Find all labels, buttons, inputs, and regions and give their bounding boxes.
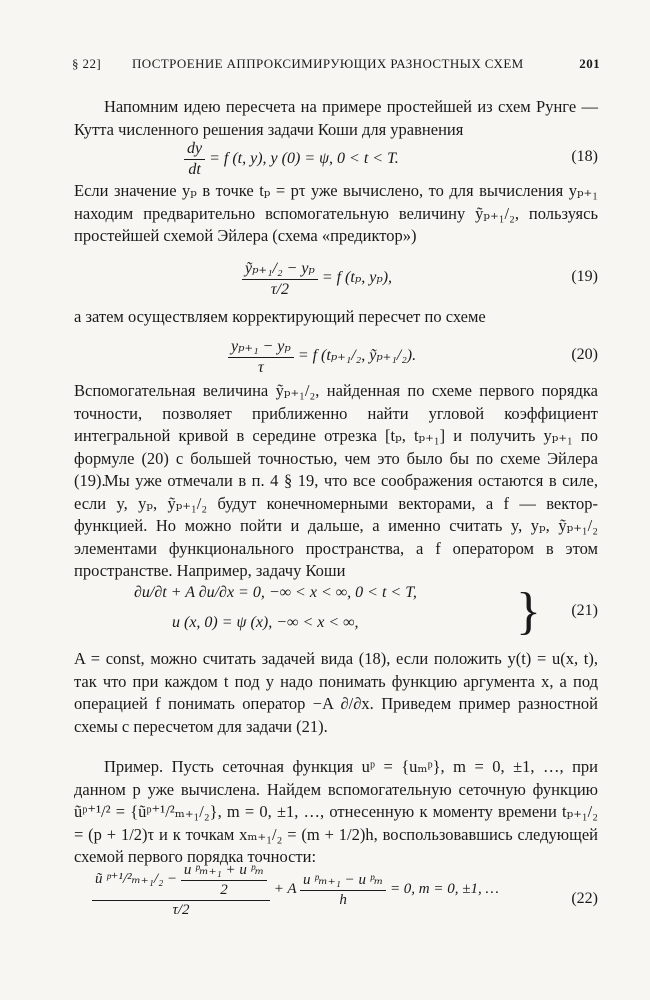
eq18-rest: = f (t, y), y (0) = ψ, 0 < t < T.: [209, 150, 399, 168]
eq19-den: τ/2: [270, 281, 289, 298]
paragraph-2: Если значение yₚ в точке tₚ = pτ уже вычислено, то для вычисления yₚ₊₁ находим предварительно вспомогательную величину ỹₚ₊₁/₂, пользуясь простейшей схемой Эйлера (схема «предиктор»): [74, 181, 598, 245]
eq22-inner-num: u ᵖₘ₊₁ + u ᵖₘ: [181, 860, 267, 881]
eq21-line2: u (x, 0) = ψ (x), −∞ < x < ∞,: [172, 614, 359, 631]
eq22-frac2-num: u ᵖₘ₊₁ − u ᵖₘ: [300, 870, 386, 891]
eq21-brace: }: [516, 583, 541, 640]
eq21-number: (21): [571, 602, 598, 619]
eq20-num: yₚ₊₁ − yₚ: [228, 336, 294, 358]
eq18-lhs-num: dy: [184, 140, 205, 160]
paragraph-5: Мы уже отмечали в п. 4 § 19, что все соображения остаются в силе, если y, yₚ, ỹₚ₊₁/₂ будут конечномерными векторами, а f — вектор-функцией. Но можно пойти и дальше, а именно считать y, yₚ, ỹₚ₊₁/₂ элементами функционального пространства, а f оператором в этом пространстве. Например, задачу Коши: [74, 471, 598, 580]
page-number: 201: [579, 56, 600, 71]
eq19-num: ỹₚ₊₁/₂ − yₚ: [242, 258, 318, 280]
paragraph-7: Пример. Пусть сеточная функция uᵖ = {uₘᵖ}, m = 0, ±1, …, при данном p уже вычислена. Найдем вспомогательную сеточную функцию ũᵖ⁺¹/² = {ũᵖ⁺¹/²ₘ₊₁/₂}, m = 0, ±1, …, отнесенную к моменту времени tₚ₊₁/₂ = (p + 1/2)τ и к точкам xₘ₊₁/₂ = (m + 1/2)h, воспользовавшись следующей схемой первого порядка точности:: [74, 757, 598, 866]
eq22-inner-den: 2: [220, 882, 228, 898]
eq22-lead: ũ ᵖ⁺¹/²ₘ₊₁/₂ −: [95, 870, 178, 887]
eq18-number: (18): [571, 148, 598, 165]
eq22-frac2-den: h: [339, 892, 347, 908]
eq20-number: (20): [571, 346, 598, 363]
eq22-mid: + A: [273, 880, 297, 897]
eq20-rest: = f (tₚ₊₁/₂, ỹₚ₊₁/₂).: [297, 347, 417, 365]
eq20-den: τ: [258, 359, 264, 376]
equation-18: [74, 140, 598, 180]
eq22-den: τ/2: [172, 902, 190, 918]
eq22-rest: = 0, m = 0, ±1, …: [389, 880, 499, 897]
paragraph-3: а затем осуществляем корректирующий пересчет по схеме: [74, 307, 486, 326]
eq18-lhs-den: dt: [188, 161, 201, 178]
equation-21: [74, 584, 598, 644]
paragraph-4: Вспомогательная величина ỹₚ₊₁/₂, найденная по схеме первого порядка точности, позволяет приближенно найти угловой коэффициент интегральной кривой в середине отрезка [tₚ, tₚ₊₁] и получить yₚ₊₁ по формуле (20) с большей точностью, чем это было бы по схеме Эйлера (19).: [74, 381, 598, 490]
running-header: [72, 56, 600, 78]
equation-20: [74, 336, 598, 378]
eq21-line1: ∂u/∂t + A ∂u/∂x = 0, −∞ < x < ∞, 0 < t < T,: [134, 584, 417, 601]
eq19-number: (19): [571, 268, 598, 285]
section-ref: § 22]: [72, 56, 102, 71]
eq22-number: (22): [571, 890, 598, 907]
header-title: ПОСТРОЕНИЕ АППРОКСИМИРУЮЩИХ РАЗНОСТНЫХ СХЕМ: [132, 56, 524, 71]
paragraph-1: Напомним идею пересчета на примере простейшей из схем Рунге — Кутта численного решения задачи Коши для уравнения: [74, 97, 598, 139]
equation-19: [74, 258, 598, 300]
paragraph-6: A = const, можно считать задачей вида (18), если положить y(t) = u(x, t), так что при каждом t под y надо понимать функцию аргумента x, а под операцией f понимать оператор −A ∂/∂x. Приведем пример разностной схемы с пересчетом для задачи (21).: [74, 649, 598, 736]
eq19-rest: = f (tₚ, yₚ),: [321, 269, 393, 287]
equation-22: [74, 860, 598, 932]
